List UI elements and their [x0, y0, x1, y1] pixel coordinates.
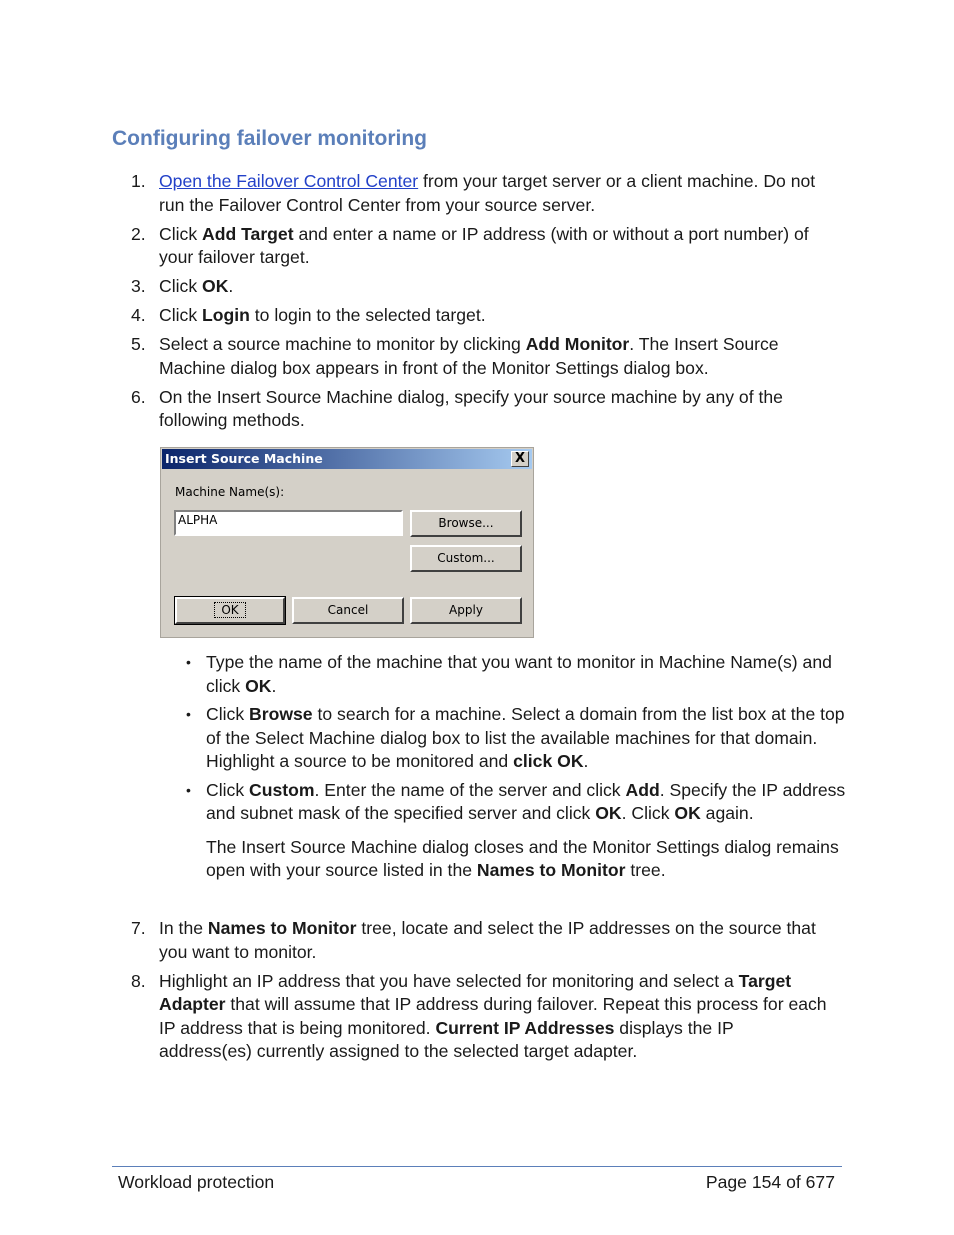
bullet-text: again.: [700, 803, 754, 823]
section-heading: Configuring failover monitoring: [112, 127, 427, 150]
step-item: [0, 170, 829, 217]
footer-page-number: Page 154 of 677: [705, 1172, 835, 1192]
bullet-bold: OK: [674, 803, 701, 823]
bullet-text: Click: [206, 704, 250, 724]
step-number: 1.: [131, 171, 146, 191]
note-bold: Names to Monitor: [476, 860, 626, 880]
bullet-bold: Custom: [249, 779, 315, 800]
machine-name-label: Machine Name(s):: [175, 485, 285, 499]
bullet-dot: •: [186, 781, 191, 798]
step-bold: Current IP Addresses: [435, 1017, 615, 1038]
step-item: [0, 333, 829, 380]
bullet-bold: OK: [245, 675, 272, 696]
bullet-dot: •: [186, 654, 191, 670]
step-text: In the: [159, 918, 208, 938]
list-item: [0, 703, 846, 774]
step-text: tree, locate and select the IP addresses on the source that you want to monitor.: [159, 918, 816, 962]
apply-button[interactable]: Apply: [410, 597, 522, 624]
dialog-title: Insert Source Machine: [165, 451, 323, 466]
result-note: [0, 836, 846, 883]
step-item: [0, 304, 829, 328]
step-text: On the Insert Source Machine dialog, specify your source machine by any of the following methods.: [159, 386, 783, 430]
step-number: 5.: [131, 334, 146, 354]
note-text: The Insert Source Machine dialog closes and the Monitor Settings dialog remains open with your source listed in the: [206, 836, 839, 880]
methods-list: [0, 651, 954, 883]
step-bold: Add Target: [202, 223, 294, 244]
ok-button[interactable]: [175, 597, 285, 624]
ok-button-label: OK: [214, 602, 245, 618]
browse-button[interactable]: Browse...: [410, 510, 522, 537]
step-text: Click: [159, 223, 203, 244]
steps-list-continued: [0, 917, 954, 1069]
step-text: Click: [159, 305, 203, 325]
step-bold: Target Adapter: [159, 970, 792, 1014]
steps-list: [0, 170, 954, 438]
step-text: .: [228, 276, 234, 296]
bullet-text: . Enter the name of the server and click: [314, 779, 626, 800]
step-text: from your target server or a client machine. Do not run the Failover Control Center from your source server.: [159, 171, 816, 215]
machine-name-input[interactable]: ALPHA: [174, 510, 403, 536]
bullet-text: Type the name of the machine that you want to monitor in Machine Name(s) and click: [206, 652, 832, 696]
dialog-titlebar: [162, 449, 532, 469]
bullet-text: .: [583, 751, 589, 771]
bullet-text: Click: [206, 779, 250, 800]
footer-divider: [112, 1166, 842, 1167]
step-text: to login to the selected target.: [249, 305, 486, 325]
step-bold: OK: [202, 276, 229, 296]
step-number: 8.: [131, 970, 146, 991]
step-text: and enter a name or IP address (with or without a port number) of your failover target.: [159, 223, 809, 267]
footer-section-title: Workload protection: [118, 1172, 275, 1192]
failover-control-center-link[interactable]: Open the Failover Control Center: [159, 171, 419, 191]
step-text: Click: [159, 276, 203, 296]
step-text: . The Insert Source Machine dialog box appears in front of the Monitor Settings dialog box.: [159, 334, 779, 378]
bullet-text: to search for a machine. Select a domain from the list box at the top of the Select Machine dialog box to list the available machines for that domain. Highlight a source to be monitored and: [206, 704, 845, 771]
bullet-text: . Specify the IP address and subnet mask of the specified server and click: [206, 779, 846, 823]
close-icon[interactable]: X: [511, 451, 529, 467]
step-number: 7.: [131, 918, 146, 938]
step-bold: Names to Monitor: [207, 918, 357, 938]
step-item: [0, 970, 829, 1064]
step-item: [0, 275, 829, 299]
list-item: [0, 779, 846, 826]
step-number: 4.: [131, 305, 146, 325]
note-text: tree.: [625, 860, 666, 880]
step-number: 3.: [131, 276, 146, 296]
step-item: [0, 917, 829, 964]
bullet-bold: Add: [625, 779, 660, 800]
step-bold: Login: [202, 305, 250, 325]
step-number: 6.: [131, 386, 146, 407]
bullet-bold: Browse: [249, 704, 313, 724]
step-item: [0, 223, 829, 270]
list-item: [0, 651, 846, 698]
bullet-text: .: [271, 675, 277, 696]
step-text: displays the IP address(es) currently assigned to the selected target adapter.: [159, 1017, 734, 1061]
step-number: 2.: [131, 223, 146, 244]
bullet-dot: •: [186, 706, 191, 722]
cancel-button[interactable]: Cancel: [292, 597, 404, 624]
step-text: Select a source machine to monitor by clicking: [159, 334, 526, 354]
step-bold: Add Monitor: [525, 334, 630, 354]
step-text: Highlight an IP address that you have selected for monitoring and select a: [159, 970, 739, 991]
bullet-bold: click OK: [513, 751, 584, 771]
custom-button[interactable]: Custom...: [410, 545, 522, 572]
step-text: that will assume that IP address during failover. Repeat this process for each IP address that is being monitored.: [159, 994, 827, 1038]
bullet-bold: OK: [595, 803, 622, 823]
step-item: [0, 386, 829, 433]
insert-source-machine-dialog: [160, 447, 534, 638]
bullet-text: . Click: [621, 803, 675, 823]
